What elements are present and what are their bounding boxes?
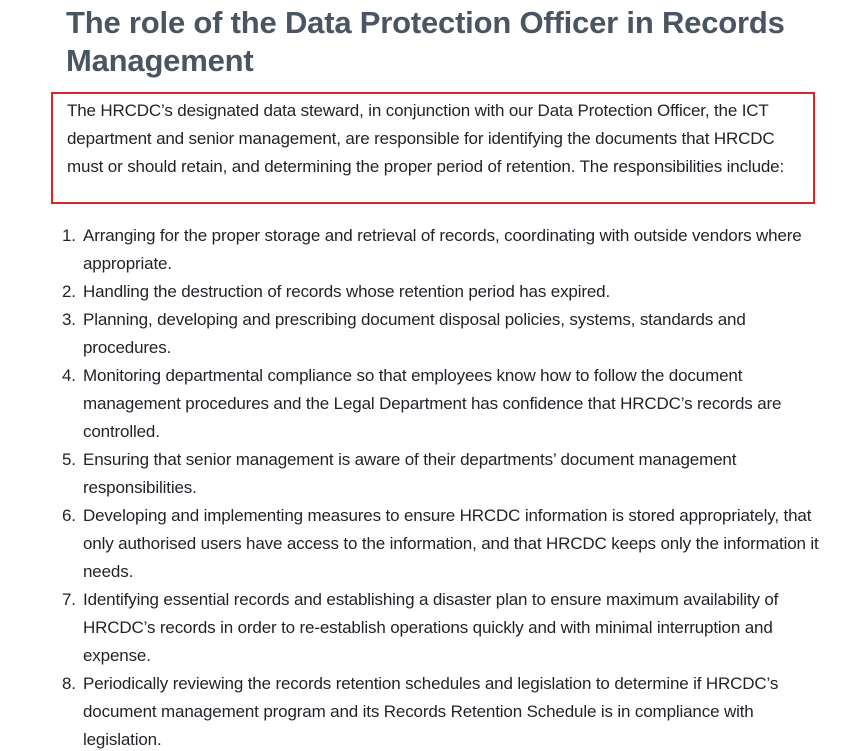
list-item-number: 1. xyxy=(62,226,76,245)
list-item-text: Handling the destruction of records whose retention period has expired. xyxy=(83,282,611,301)
list-item-text: Developing and implementing measures to ensure HRCDC information is stored appropriately, that only authorised users have access to the information, and that HRCDC keeps only the information it needs. xyxy=(83,506,819,581)
list-item xyxy=(62,306,822,362)
list-item xyxy=(62,586,822,670)
page-title: The role of the Data Protection Officer in Records Management xyxy=(66,5,785,78)
highlighted-intro-box xyxy=(51,92,815,204)
list-item xyxy=(62,502,822,586)
responsibilities-list xyxy=(62,222,822,751)
list-item-text: Monitoring departmental compliance so that employees know how to follow the document management procedures and the Legal Department has confidence that HRCDC’s records are controlled. xyxy=(83,366,782,441)
list-item-text: Periodically reviewing the records retention schedules and legislation to determine if HRCDC’s document management program and its Records Retention Schedule is in compliance with legislation. xyxy=(83,674,779,749)
list-item-number: 4. xyxy=(62,366,76,385)
list-item xyxy=(62,278,822,306)
list-item xyxy=(62,362,822,446)
list-item xyxy=(62,670,822,751)
list-item-number: 2. xyxy=(62,282,76,301)
list-item-text: Identifying essential records and establishing a disaster plan to ensure maximum availability of HRCDC’s records in order to re-establish operations quickly and with minimal interruption and expense. xyxy=(83,590,779,665)
list-item xyxy=(62,446,822,502)
list-item-number: 7. xyxy=(62,590,76,609)
list-item-text: Ensuring that senior management is aware of their departments’ document management responsibilities. xyxy=(83,450,737,497)
intro-paragraph: The HRCDC’s designated data steward, in conjunction with our Data Protection Officer, the ICT department and senior management, are responsible for identifying the documents that HRCDC must or should retain, and determining the proper period of retention. The responsibilities include: xyxy=(67,101,785,176)
list-item-text: Arranging for the proper storage and retrieval of records, coordinating with outside vendors where appropriate. xyxy=(83,226,802,273)
list-item-number: 6. xyxy=(62,506,76,525)
list-item xyxy=(62,222,822,278)
list-item-text: Planning, developing and prescribing document disposal policies, systems, standards and procedures. xyxy=(83,310,746,357)
list-item-number: 8. xyxy=(62,674,76,693)
list-item-number: 5. xyxy=(62,450,76,469)
list-item-number: 3. xyxy=(62,310,76,329)
